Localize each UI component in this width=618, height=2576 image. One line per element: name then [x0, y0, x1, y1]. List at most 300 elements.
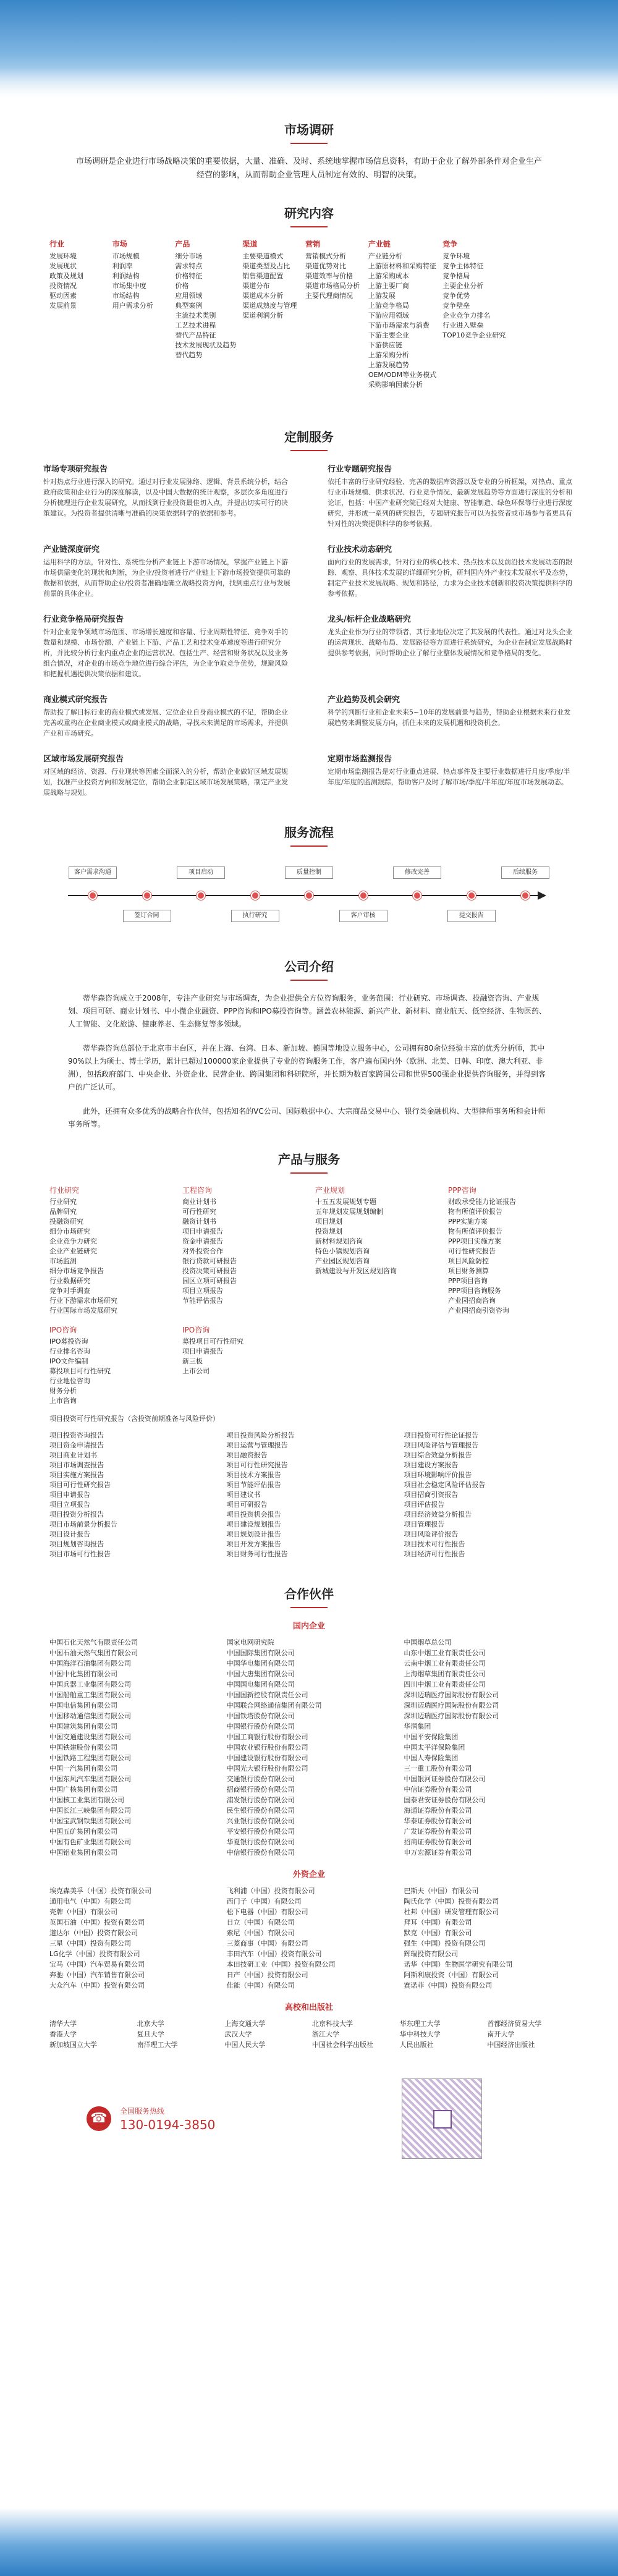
- partner-item: 深圳迈瑞医疗国际股份有限公司: [404, 1701, 499, 1710]
- service-item: [43, 462, 290, 529]
- product-item: 行业地位咨询: [49, 1377, 90, 1385]
- partner-item: 招商证券股份有限公司: [404, 1838, 472, 1846]
- partner-grid: [49, 2019, 569, 2050]
- product-item: 特色小镇规划咨询: [315, 1247, 370, 1255]
- partner-item: 杜邦（中国）研发管理有限公司: [404, 1908, 499, 1916]
- partner-item: 中国石油天然气集团有限公司: [49, 1649, 138, 1657]
- research-item: 需求特点: [175, 262, 203, 270]
- partner-item: 辉瑞投资有限公司: [404, 1950, 459, 1958]
- product-column: [49, 1185, 170, 1316]
- product-list-item: 项目市场调查报告: [49, 1461, 104, 1469]
- research-item: 替代产品特征: [175, 331, 216, 339]
- product-item: 投资决策可研报告: [182, 1267, 237, 1275]
- research-item: 驱动因素: [49, 292, 77, 300]
- product-list-item: 项目招商引资报告: [404, 1491, 459, 1499]
- service-item: [43, 612, 290, 679]
- research-item: 下游供应链: [368, 341, 402, 349]
- partner-item: 中国平安保险集团: [404, 1733, 459, 1741]
- research-item: 价格特征: [175, 272, 203, 280]
- service-desc: 针对企业竞争领域市场范围、市场增长速度和容量、行业周期性特征、竞争对手的数量和规模、市场份额、产业链上下游、产品工艺和技术变革速度等进行研究分析，并比较分析行业内重点企业的运营状况、包括生产、经营和财务状况以及业务组合情况，对企业的市场竞争地位进行综合评估，为企业争取竞争优势，规避风险和把握机遇提供决策依据和建议。: [43, 628, 288, 678]
- products-list-title: 项目投资可行性研究报告（含投资前期准备与风险评价）: [49, 1415, 219, 1423]
- research-item: 竞争环境: [442, 252, 470, 260]
- market-research-title: 市场调研: [284, 122, 334, 137]
- research-column-head: 竞争: [442, 240, 458, 248]
- research-item: 产业链分析: [368, 252, 402, 260]
- company-paragraph: 此外，还拥有众多优秀的战略合作伙伴，包括知名的VC公司、国际数据中心、大宗商品交易中心、银行类金融机构、大型律师事务所和会计师事务所等。: [68, 1107, 546, 1129]
- product-list-item: 项目技术可行性报告: [404, 1540, 465, 1548]
- partner-item: 中国国电集团有限公司: [226, 1680, 295, 1688]
- partner-item: 中国国新控股有限责任公司: [226, 1691, 308, 1699]
- service-item: [328, 543, 575, 599]
- partner-item: 申万宏源证券有限公司: [404, 1849, 472, 1857]
- partner-grid: [49, 1637, 569, 1858]
- product-item: 物有所值评价报告: [448, 1227, 502, 1235]
- product-item: 可行性研究: [182, 1208, 216, 1216]
- partner-item: 兴业银行股份有限公司: [226, 1817, 295, 1825]
- research-item: 投资情况: [49, 282, 77, 290]
- product-column-head: 行业研究: [49, 1186, 80, 1195]
- product-column: [315, 1185, 436, 1316]
- partner-item: 佳能（中国）有限公司: [226, 1981, 295, 1989]
- partners-title: 合作伙伴: [284, 1587, 334, 1601]
- partner-item: 国泰君安证券股份有限公司: [404, 1796, 486, 1804]
- partner-item: 山东中烟工业有限责任公司: [404, 1649, 486, 1657]
- product-column: [49, 1324, 170, 1406]
- partner-item: 奔驰（中国）汽车销售有限公司: [49, 1971, 145, 1979]
- service-item: [328, 693, 575, 739]
- qr-logo: [433, 2110, 452, 2129]
- partner-item: 中国有色矿业集团有限公司: [49, 1838, 131, 1846]
- product-item: 行业国际市场发展研究: [49, 1307, 117, 1315]
- partner-group-head: 国内企业: [292, 1622, 325, 1631]
- product-item: 资金申请报告: [182, 1237, 223, 1245]
- partner-item: 浙江大学: [312, 2030, 339, 2038]
- hotline[interactable]: [87, 2106, 215, 2132]
- partner-item: 中国中化集团有限公司: [49, 1670, 117, 1678]
- partner-item: 平安银行股份有限公司: [226, 1828, 295, 1836]
- product-list-item: 项目评估报告: [404, 1501, 445, 1509]
- product-item: 五年规划发展规划编制: [315, 1208, 383, 1216]
- partner-item: 中国银河证券股份有限公司: [404, 1775, 486, 1783]
- service-desc: 运用科学的方法，针对性、系统性分析产业链上下游市场情况，掌握产业链上下游市场供需变化的现状和判断，为企业/投资者进行产业链上下游市场投资提供可靠的数据和依据，从而帮助企业/投资者准确地确立战略投资方向，找到重点行业与发展前景的具体企业。: [43, 558, 290, 598]
- timeline-dot-icon: [413, 891, 421, 900]
- research-item: 市场结构: [112, 292, 140, 300]
- partner-item: 索尼（中国）有限公司: [226, 1929, 295, 1937]
- product-list-item: 项目设计报告: [49, 1530, 90, 1538]
- partner-item: 三星（中国）投资有限公司: [49, 1939, 131, 1947]
- partner-item: 华东理工大学: [399, 2020, 441, 2028]
- product-item: PPP项目咨询: [448, 1277, 488, 1285]
- timeline-dot-icon: [305, 891, 313, 900]
- partner-item: 中信证券股份有限公司: [404, 1786, 472, 1794]
- product-list-item: 项目建议书: [226, 1491, 261, 1499]
- partner-item: 香港大学: [49, 2030, 77, 2038]
- title-underline: [290, 143, 328, 144]
- product-item: 物有所值评价报告: [448, 1208, 502, 1216]
- partner-item: 清华大学: [49, 2020, 77, 2028]
- partner-item: 默克（中国）有限公司: [404, 1929, 472, 1937]
- research-item: 下游主要企业: [368, 331, 409, 339]
- product-list-item: 项目可行性研究报告: [226, 1461, 288, 1469]
- product-item: 可行性研究报告: [448, 1247, 496, 1255]
- service-desc: 龙头企业作为行业的带领者，其行业地位决定了其发展的代表性。通过对龙头企业的运营现状、战略布局、发展路径等方面进行系统研究，为企业在制定发展战略时提供参考依据，同时帮助企业了解行业整体发展情况和竞争格局的变化。: [328, 628, 572, 657]
- service-desc: 对区域的经济、资源、行业现状等因素全面深入的分析，帮助企业做好区域发展规划，找准产业投资方向和发展定位，帮助企业制定区域市场发展策略，制定产业发展战略与规划。: [43, 768, 288, 797]
- product-list-item: 项目市场可行性报告: [49, 1550, 111, 1558]
- service-title: 产业趋势及机会研究: [328, 695, 400, 705]
- title-underline: [290, 450, 328, 451]
- partner-item: 海通证券股份有限公司: [404, 1807, 472, 1815]
- research-item: 应用领域: [175, 292, 203, 300]
- research-column-head: 渠道: [242, 240, 258, 248]
- partners-groups: [0, 1619, 618, 2050]
- partner-item: 通用电气（中国）有限公司: [49, 1897, 131, 1905]
- service-title: 行业专题研究报告: [328, 465, 392, 474]
- product-list-item: 项目可行性研究报告: [49, 1481, 111, 1489]
- title-underline: [290, 1172, 328, 1174]
- research-item: 上游发展: [368, 292, 396, 300]
- research-item: 企业竞争力排名: [442, 311, 491, 320]
- partner-item: 中国大唐集团有限公司: [226, 1670, 295, 1678]
- hotline-label: 全国服务热线: [120, 2106, 165, 2116]
- product-list-item: 项目建设方案报告: [404, 1461, 459, 1469]
- product-list-item: 项目投资风险分析报告: [226, 1431, 295, 1439]
- partner-item: 中国太平洋保险集团: [404, 1743, 465, 1752]
- product-list-item: 项目经济效益分析报告: [404, 1510, 472, 1519]
- research-item: 发展现状: [49, 262, 77, 270]
- product-list-item: 项目投资咨询报告: [49, 1431, 104, 1439]
- product-column-head: 工程咨询: [182, 1186, 213, 1195]
- product-column: [448, 1324, 569, 1406]
- research-item: 市场集中度: [112, 282, 146, 290]
- research-item: 下游市场需求与消费: [368, 321, 430, 329]
- partner-item: 丰田汽车（中国）投资有限公司: [226, 1950, 322, 1958]
- timeline-dot-icon: [143, 891, 151, 900]
- product-list-item: 项目投资机会报告: [226, 1510, 281, 1519]
- product-item: 银行贷款可研报告: [182, 1257, 237, 1265]
- process-step-label: 客户审核: [339, 910, 387, 922]
- research-item: 发展前景: [49, 302, 77, 310]
- product-item: 产业园区规划咨询: [315, 1257, 370, 1265]
- product-list-item: 项目资金申请报告: [49, 1441, 104, 1449]
- product-list-item: 项目投资分析报告: [49, 1510, 104, 1519]
- research-item: 利润率: [112, 262, 133, 270]
- service-title: 定期市场监测报告: [328, 755, 392, 764]
- custom-services-grid: [43, 462, 575, 798]
- partner-item: 武汉大学: [224, 2030, 252, 2038]
- research-item: 政策及规划: [49, 272, 83, 280]
- product-item: 新三板: [182, 1357, 203, 1365]
- research-item: 主要渠道模式: [242, 252, 284, 260]
- partner-item: 中国国际集团有限公司: [226, 1649, 295, 1657]
- research-item: 上游竞争格局: [368, 302, 409, 310]
- product-list-item: 项目规划设计报告: [226, 1530, 281, 1538]
- product-item: PPP项目咨询服务: [448, 1287, 501, 1295]
- partner-item: 北京科技大学: [312, 2020, 353, 2028]
- product-item: 产业园招商引资咨询: [448, 1307, 509, 1315]
- product-item: 融资计划书: [182, 1218, 216, 1226]
- partner-item: 南洋理工大学: [137, 2041, 178, 2049]
- service-title: 产业链深度研究: [43, 545, 100, 554]
- process-step-label: 提交报告: [447, 910, 496, 922]
- products-list: [49, 1431, 569, 1559]
- partner-item: 中国宝武钢铁集团有限公司: [49, 1817, 131, 1825]
- product-item: 行业下游需求市场研究: [49, 1297, 117, 1305]
- research-content-grid: [49, 239, 569, 390]
- research-item: 渠道利润分析: [242, 311, 284, 320]
- process-step-label: 签订合同: [123, 910, 171, 922]
- partner-item: 中国铁建股份有限公司: [49, 1743, 117, 1752]
- product-item: 新城建设与开发区规划咨询: [315, 1267, 397, 1275]
- partner-item: 中国建设银行股份有限公司: [226, 1754, 308, 1762]
- partner-item: 陶氏化学（中国）投资有限公司: [404, 1897, 499, 1905]
- partner-item: 新加坡国立大学: [49, 2041, 97, 2049]
- partner-group-head: 高校和出版社: [284, 2003, 333, 2012]
- partner-item: 广发证券股份有限公司: [404, 1828, 472, 1836]
- partner-item: 华中科技大学: [399, 2030, 441, 2038]
- product-item: 商业计划书: [182, 1198, 216, 1206]
- product-list-item: 项目投资可行性论证报告: [404, 1431, 479, 1439]
- research-column: [49, 239, 106, 390]
- product-column-head: PPP咨询: [448, 1186, 476, 1195]
- partner-item: 英国石油（中国）投资有限公司: [49, 1918, 145, 1926]
- research-item: 主要代理商情况: [305, 292, 353, 300]
- research-item: 竞争主体特征: [442, 262, 484, 270]
- product-item: 竞争对手调查: [49, 1287, 90, 1295]
- research-item: 发展环境: [49, 252, 77, 260]
- research-column: [305, 239, 362, 390]
- product-list-item: 项目建设规划报告: [226, 1520, 281, 1528]
- product-list-item: 项目融资报告: [226, 1451, 268, 1459]
- service-title: 商业模式研究报告: [43, 695, 108, 705]
- partner-item: 中国广核集团有限公司: [49, 1786, 117, 1794]
- partner-item: 中国兵器工业集团有限公司: [49, 1680, 131, 1688]
- research-column-head: 营销: [305, 240, 321, 248]
- product-item: PPP项目实施方案: [448, 1237, 501, 1245]
- partner-item: 中国海洋石油集团有限公司: [49, 1659, 131, 1667]
- partner-item: 大众汽车（中国）投资有限公司: [49, 1981, 145, 1989]
- partner-item: 中信银行股份有限公司: [226, 1849, 295, 1857]
- research-column: [368, 239, 436, 390]
- research-item: 细分市场: [175, 252, 203, 260]
- research-column: [512, 239, 569, 390]
- partner-item: 中国铝业集团有限公司: [49, 1849, 117, 1857]
- partner-item: 国家电网研究院: [226, 1638, 274, 1646]
- product-list-item: 项目管理报告: [404, 1520, 445, 1528]
- product-list-item: 项目风险评价报告: [404, 1530, 459, 1538]
- product-item: 项目申请报告: [182, 1227, 223, 1235]
- product-list-item: 项目申请报告: [49, 1491, 90, 1499]
- product-item: IPO文件编制: [49, 1357, 88, 1365]
- bottom-banner: [0, 2508, 618, 2576]
- timeline-dot-icon: [467, 891, 476, 900]
- partner-item: 上海烟草集团有限责任公司: [404, 1670, 486, 1678]
- service-item: [328, 462, 575, 529]
- research-item: 典型案例: [175, 302, 203, 310]
- partner-item: 飞利浦（中国）投资有限公司: [226, 1887, 315, 1895]
- research-item: 主要企业分析: [442, 282, 484, 290]
- partner-item: 强生（中国）投资有限公司: [404, 1939, 486, 1947]
- product-item: 企业产业链研究: [49, 1247, 97, 1255]
- product-item: 细分市场研究: [49, 1227, 90, 1235]
- partner-item: 华润集团: [404, 1722, 431, 1731]
- partner-item: 松下电器（中国）有限公司: [226, 1908, 308, 1916]
- partner-item: 中国工商银行股份有限公司: [226, 1733, 308, 1741]
- partner-item: 南开大学: [487, 2030, 515, 2038]
- research-content-title: 研究内容: [284, 206, 334, 221]
- partner-item: 赛诺菲（中国）投资有限公司: [404, 1981, 493, 1989]
- qr-code-icon: [402, 2078, 482, 2159]
- product-item: 项目立项报告: [182, 1287, 223, 1295]
- title-underline: [290, 845, 328, 847]
- research-item: OEM/ODM等业务模式: [368, 371, 437, 379]
- product-item: 财务分析: [49, 1387, 77, 1395]
- research-item: 行业进入壁垒: [442, 321, 484, 329]
- partner-item: 深圳迈瑞医疗国际股份有限公司: [404, 1712, 499, 1720]
- research-item: TOP10竞争企业研究: [442, 331, 506, 339]
- product-column-head: 产业规划: [315, 1186, 345, 1195]
- partner-item: 中国移动通信集团有限公司: [49, 1712, 131, 1720]
- timeline-dot-icon: [251, 891, 260, 900]
- title-underline: [290, 980, 328, 981]
- service-desc: 定期市场监测报告是对行业重点进展、热点事件及主要行业数据进行月度/季度/半年度/年度的监测跟踪，帮助客户及时了解市场/季度/半年度/年度市场发展动态。: [328, 768, 570, 786]
- partner-item: 本田技研工业（中国）投资有限公司: [226, 1960, 336, 1968]
- research-item: 替代趋势: [175, 351, 203, 359]
- product-item: 财政承受能力论证报告: [448, 1198, 516, 1206]
- partner-item: 中国烟草总公司: [404, 1638, 452, 1646]
- partner-item: 中国一汽集团有限公司: [49, 1765, 117, 1773]
- research-column-head: 产品: [175, 240, 190, 248]
- research-item: 渠道成熟度与管理: [242, 302, 297, 310]
- partner-item: 浦发银行股份有限公司: [226, 1796, 295, 1804]
- product-item: 对外投资合作: [182, 1247, 223, 1255]
- partner-grid: [49, 1886, 569, 1991]
- partner-item: 北京大学: [137, 2020, 164, 2028]
- partner-item: 中国五矿集团有限公司: [49, 1828, 117, 1836]
- product-item: 行业数据研究: [49, 1277, 90, 1285]
- service-item: [43, 543, 290, 599]
- product-list-item: 项目环境影响评价报告: [404, 1471, 472, 1479]
- service-desc: 面向行业的发展需求，针对行业的核心技术、热点技术以及前沿技术发展动态的跟踪、观察、具体技术发展的详细研究分析，研判国内外产业技术发展水平及态势，制定产业技术发展战略、规划和路径，力求为企业技术创新和投资决策提供科学的参考依据。: [328, 558, 572, 598]
- research-item: 营销模式分析: [305, 252, 347, 260]
- hotline-number[interactable]: 130-0194-3850: [120, 2117, 216, 2132]
- product-column: [182, 1185, 303, 1316]
- process-step-label: 后续服务: [501, 866, 549, 879]
- product-list-item: 项目风险评估与管理报告: [404, 1441, 479, 1449]
- partner-item: 中国电信集团有限公司: [49, 1701, 117, 1710]
- service-desc: 依托丰富的行业研究经验、完善的数据库资源以及专业的分析框架，对热点、重点行业市场规模、供求状况、行业竞争情况、最新发展趋势等方面进行深度的分析和论证，包括：中国产业研究院已经对大健康、智能制造、绿色环保等行业进行深度研究，并形成一系列的研究报告，专题研究报告可以为投资者或市场参与者更具有针对性的决策提供科学的参考依据。: [328, 478, 572, 528]
- contact-area: [49, 2078, 569, 2159]
- product-item: 投融资研究: [49, 1218, 83, 1226]
- service-desc: 帮助投了解目标行业的商业模式或发展、定位企业自身商业模式的不足，帮助企业完善或重构在企业商业模式或商业模式的战略，寻找未来满足的市场需求，并提供产业和市场研究。: [43, 708, 288, 737]
- product-list-item: 项目可研报告: [226, 1501, 268, 1509]
- research-item: 渠道效率与价格: [305, 272, 353, 280]
- product-column: [182, 1324, 303, 1406]
- company-paragraph: 蒂华森咨询总部位于北京市丰台区，并在上海、台湾、日本、新加坡、德国等地设立服务中心，公司拥有80余位经验丰富的优秀分析师，其中90%以上为硕士、博士学历，累计已超过100000家企业提供了专业的咨询服务工作，客户遍布国内外（欧洲、北美、日韩、印度、澳大利亚、非洲），包括政府部门、中央企业、外资企业、民营企业、跨国集团和科研院所，并长期为数百家跨国公司和世界500强企业提供咨询服务，并得到客户的广泛认可。: [68, 1044, 546, 1091]
- partner-item: 中国东风汽车集团有限公司: [49, 1775, 131, 1783]
- product-item: 十五五发展规划专题: [315, 1198, 376, 1206]
- product-list-item: 项目节能评估报告: [226, 1481, 281, 1489]
- service-item: [328, 752, 575, 798]
- research-item: 竞争壁垒: [442, 302, 470, 310]
- product-list-item: 项目技术方案报告: [226, 1471, 281, 1479]
- partner-item: 三一重工股份有限公司: [404, 1765, 472, 1773]
- partner-item: 宝马（中国）汽车贸易有限公司: [49, 1960, 145, 1968]
- product-item: 募投项目可行性研究: [182, 1337, 243, 1345]
- research-item: 上游发展趋势: [368, 361, 409, 369]
- research-item: 市场规模: [112, 252, 140, 260]
- research-item: 竞争格局: [442, 272, 470, 280]
- title-underline: [290, 1607, 328, 1608]
- partner-item: 深圳迈瑞医疗国际股份有限公司: [404, 1691, 499, 1699]
- research-item: 上游主要厂商: [368, 282, 409, 290]
- partner-item: 中国交通建设集团有限公司: [49, 1733, 131, 1741]
- partner-item: 交通银行股份有限公司: [226, 1775, 295, 1783]
- research-column-head: 市场: [112, 240, 127, 248]
- partner-item: 中国光大银行股份有限公司: [226, 1765, 308, 1773]
- partner-item: 中国船舶重工集团有限公司: [49, 1691, 131, 1699]
- partner-item: 华夏银行股份有限公司: [226, 1838, 295, 1846]
- product-item: 项目申请报告: [182, 1347, 223, 1355]
- product-list-item: 项目实施方案报告: [49, 1471, 104, 1479]
- process-step-label: 质量控制: [285, 866, 333, 879]
- research-item: 渠道市场格局分析: [305, 282, 360, 290]
- company-paragraphs: [0, 992, 618, 1131]
- service-title: 行业竞争格局研究报告: [43, 615, 124, 624]
- timeline-dot-icon: [88, 891, 97, 900]
- research-item: 下游应用领域: [368, 311, 409, 320]
- product-list-item: 项目立项报告: [49, 1501, 90, 1509]
- product-item: 节能评估报告: [182, 1297, 223, 1305]
- company-title: 公司介绍: [284, 959, 334, 974]
- research-column: [175, 239, 236, 390]
- partner-item: 中国农业银行股份有限公司: [226, 1743, 308, 1752]
- product-item: 园区立项可研报告: [182, 1277, 237, 1285]
- research-column-head: 产业链: [368, 240, 391, 248]
- research-column: [442, 239, 506, 390]
- research-column: [112, 239, 169, 390]
- title-underline: [290, 226, 328, 227]
- product-item: 市场监测: [49, 1257, 77, 1265]
- partner-item: 中国银行股份有限公司: [226, 1722, 295, 1731]
- partner-item: 四川中烟工业有限责任公司: [404, 1680, 486, 1688]
- research-item: 渠道类型及占比: [242, 262, 290, 270]
- partner-item: 日产（中国）投资有限公司: [226, 1971, 308, 1979]
- arrow-right-icon: [538, 891, 546, 900]
- partner-item: 阿斯利康投资（中国）有限公司: [404, 1971, 499, 1979]
- partner-group-head: 外资企业: [292, 1870, 325, 1879]
- partner-item: 中国社会科学出版社: [312, 2041, 373, 2049]
- product-item: 细分市场竞争报告: [49, 1267, 104, 1275]
- research-item: 渠道优势对比: [305, 262, 347, 270]
- service-item: [43, 752, 290, 798]
- partner-item: 三菱商事（中国）有限公司: [226, 1939, 308, 1947]
- research-item: 上游原材料和采购特征: [368, 262, 436, 270]
- research-item: 采购影响因素分析: [368, 381, 423, 389]
- product-list-item: 项目开发方案报告: [226, 1540, 281, 1548]
- market-research-text: 市场调研是企业进行市场战略决策的重要依据，大量、准确、及时、系统地掌握市场信息资料，有助于企业了解外部条件对企业生产经营的影响，从而帮助企业管理人员制定有效的、明智的决策。: [75, 157, 542, 180]
- service-title: 市场专项研究报告: [43, 465, 108, 474]
- process-step-label: 修改完善: [393, 866, 441, 879]
- partner-item: 中国人民大学: [224, 2041, 266, 2049]
- partner-item: 壳牌（中国）有限公司: [49, 1908, 117, 1916]
- product-item: 上市公司: [182, 1367, 210, 1375]
- service-title: 行业技术动态研究: [328, 545, 392, 554]
- partner-item: 人民出版社: [399, 2041, 434, 2049]
- partner-item: 上海交通大学: [224, 2020, 266, 2028]
- product-item: 品牌研究: [49, 1208, 77, 1216]
- service-item: [43, 693, 290, 739]
- research-column-head: 行业: [49, 240, 65, 248]
